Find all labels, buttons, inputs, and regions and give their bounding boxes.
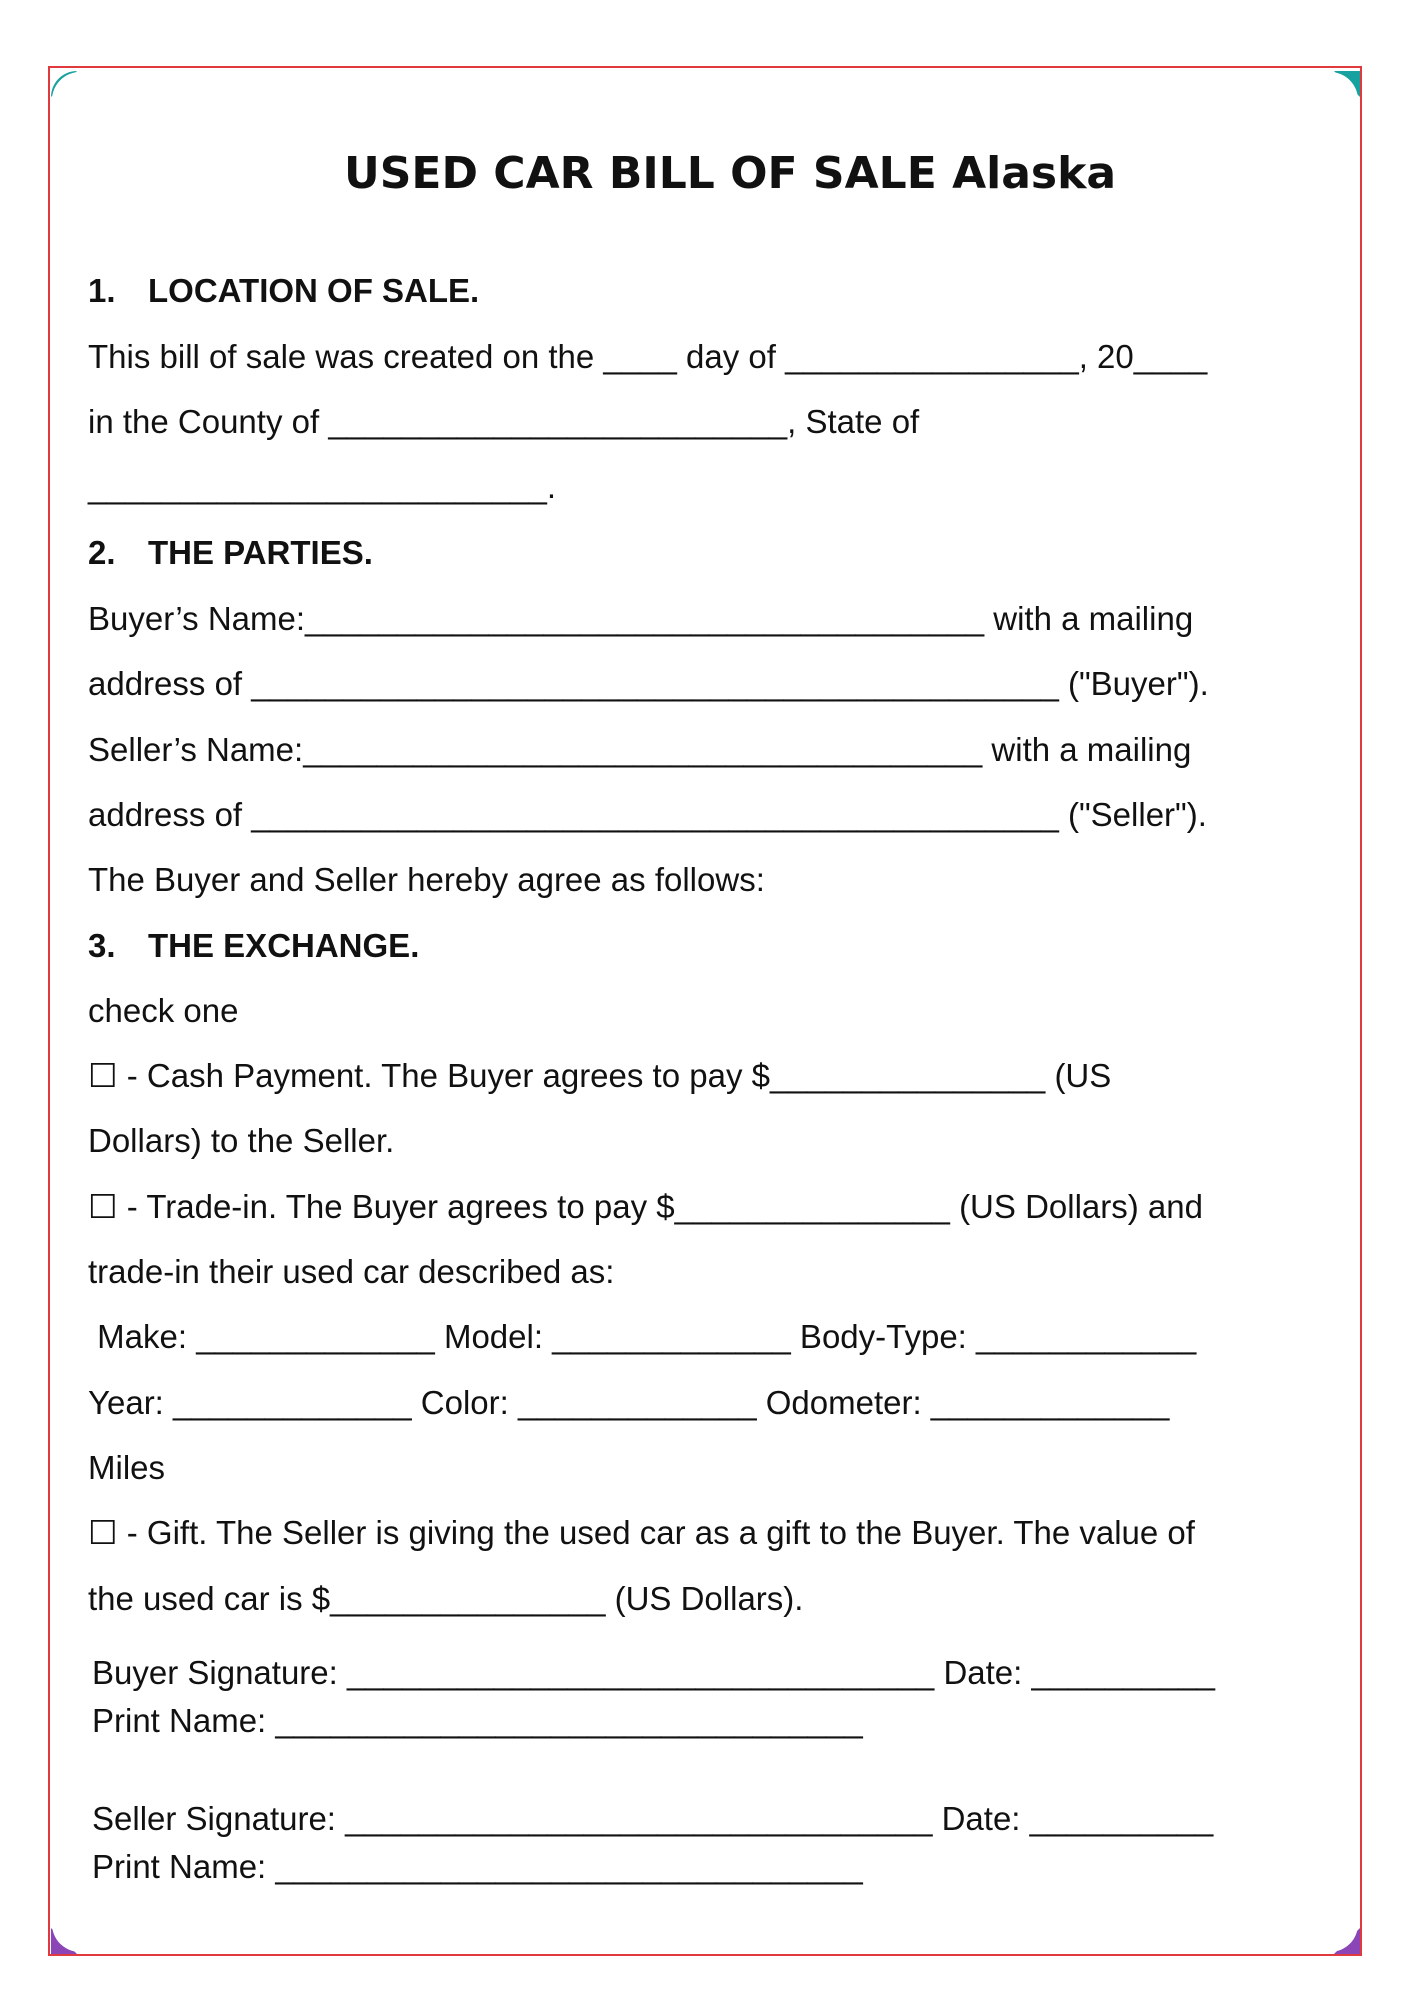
seller-signature-line: Seller Signature: ________________________________ Date: __________	[92, 1800, 1214, 1837]
section-title: THE EXCHANGE.	[148, 927, 420, 964]
agreement-statement: The Buyer and Seller hereby agree as follows:	[88, 861, 765, 898]
section-heading-parties	[88, 536, 373, 569]
section-heading-location	[88, 274, 479, 307]
section-number: 1.	[88, 272, 116, 309]
county-line: in the County of _________________________, State of	[88, 403, 920, 440]
section-heading-exchange	[88, 929, 419, 962]
miles-label: Miles	[88, 1449, 166, 1486]
section-number: 2.	[88, 534, 116, 571]
trade-in-option: ☐ - Trade-in. The Buyer agrees to pay $_______________ (US Dollars) and	[88, 1188, 1203, 1225]
gift-option-cont: the used car is $_______________ (US Dollars).	[88, 1580, 804, 1617]
document-title: USED CAR BILL OF SALE Alaska	[343, 148, 1117, 199]
cash-payment-option: ☐ - Cash Payment. The Buyer agrees to pay $_______________ (US	[88, 1057, 1112, 1094]
sale-date-line: This bill of sale was created on the ____ day of ________________, 20____	[88, 338, 1208, 375]
buyer-signature-line: Buyer Signature: ________________________________ Date: __________	[92, 1654, 1216, 1691]
state-line: _________________________.	[88, 468, 556, 505]
buyer-print-name-line: Print Name: ________________________________	[92, 1702, 863, 1739]
section-title: LOCATION OF SALE.	[148, 272, 480, 309]
check-one-label: check one	[88, 992, 239, 1029]
seller-address-line: address of ____________________________________________ ("Seller").	[88, 796, 1207, 833]
seller-print-name-line: Print Name: ________________________________	[92, 1848, 863, 1885]
vehicle-make-model-line: Make: _____________ Model: _____________ Body-Type: ____________	[88, 1318, 1197, 1355]
cash-payment-option-cont: Dollars) to the Seller.	[88, 1122, 395, 1159]
seller-name-line: Seller’s Name:_____________________________________ with a mailing	[88, 731, 1192, 768]
trade-in-option-cont: trade-in their used car described as:	[88, 1253, 615, 1290]
gift-option: ☐ - Gift. The Seller is giving the used car as a gift to the Buyer. The value of	[88, 1514, 1195, 1551]
section-title: THE PARTIES.	[148, 534, 373, 571]
section-number: 3.	[88, 927, 116, 964]
buyer-address-line: address of ____________________________________________ ("Buyer").	[88, 665, 1209, 702]
vehicle-year-color-line: Year: _____________ Color: _____________ Odometer: _____________	[88, 1384, 1170, 1421]
buyer-name-line: Buyer’s Name:_____________________________________ with a mailing	[88, 600, 1194, 637]
